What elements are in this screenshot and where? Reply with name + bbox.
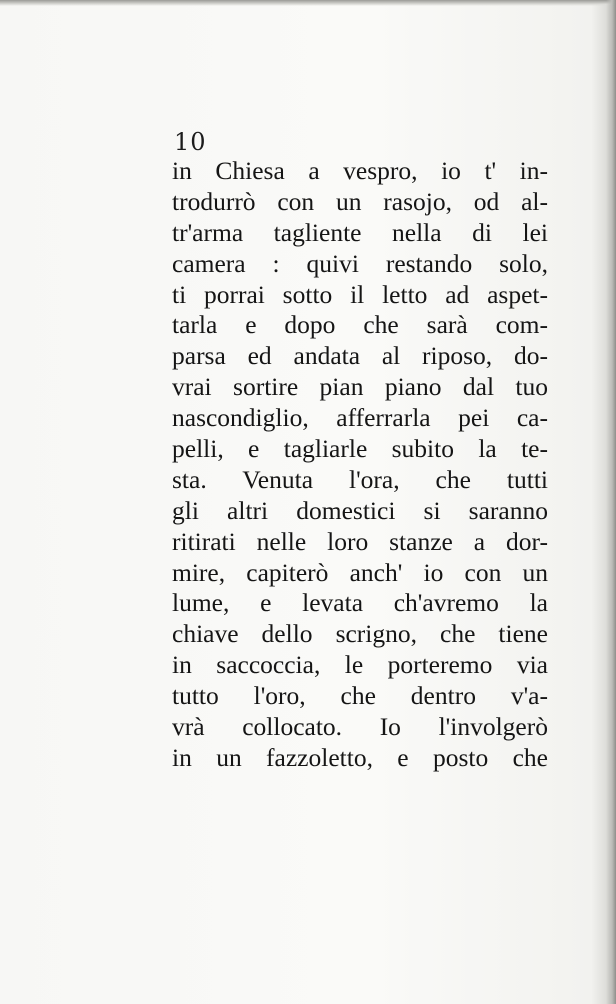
text-line: trodurrò con un rasojo, od al-	[172, 186, 548, 216]
text-line: in un fazzoletto, e posto che	[172, 742, 548, 772]
text-line: in Chiesa a vespro, io t' in-	[172, 156, 548, 185]
text-line: camera : quivi restando solo,	[172, 248, 548, 278]
text-line: pelli, e tagliarle subito la te-	[172, 434, 548, 464]
body-text	[172, 156, 548, 774]
text-line: vrà collocato. Io l'involgerò	[172, 712, 548, 742]
text-line: gli altri domestici si saranno	[172, 495, 548, 525]
page-gutter-edge	[606, 0, 616, 1004]
text-line: vrai sortire pian piano dal tuo	[172, 372, 548, 402]
text-line: sta. Venuta l'ora, che tutti	[172, 464, 548, 494]
text-line: in saccoccia, le porteremo via	[172, 650, 548, 680]
text-line: mire, capiterò anch' io con un	[172, 557, 548, 587]
text-line: tarla e dopo che sarà com-	[172, 310, 548, 340]
text-line: chiave dello scrigno, che tiene	[172, 619, 548, 649]
text-line: lume, e levata ch'avremo la	[172, 588, 548, 618]
text-line: ti porrai sotto il letto ad aspet-	[172, 279, 548, 309]
text-line: nascondiglio, afferrarla pei ca-	[172, 403, 548, 433]
text-line: tr'arma tagliente nella di lei	[172, 217, 548, 247]
page-top-edge	[0, 0, 616, 6]
text-line: tutto l'oro, che dentro v'a-	[172, 681, 548, 711]
text-line: ritirati nelle loro stanze a dor-	[172, 526, 548, 556]
text-line: parsa ed andata al riposo, do-	[172, 341, 548, 371]
page-number: 10	[174, 128, 207, 156]
